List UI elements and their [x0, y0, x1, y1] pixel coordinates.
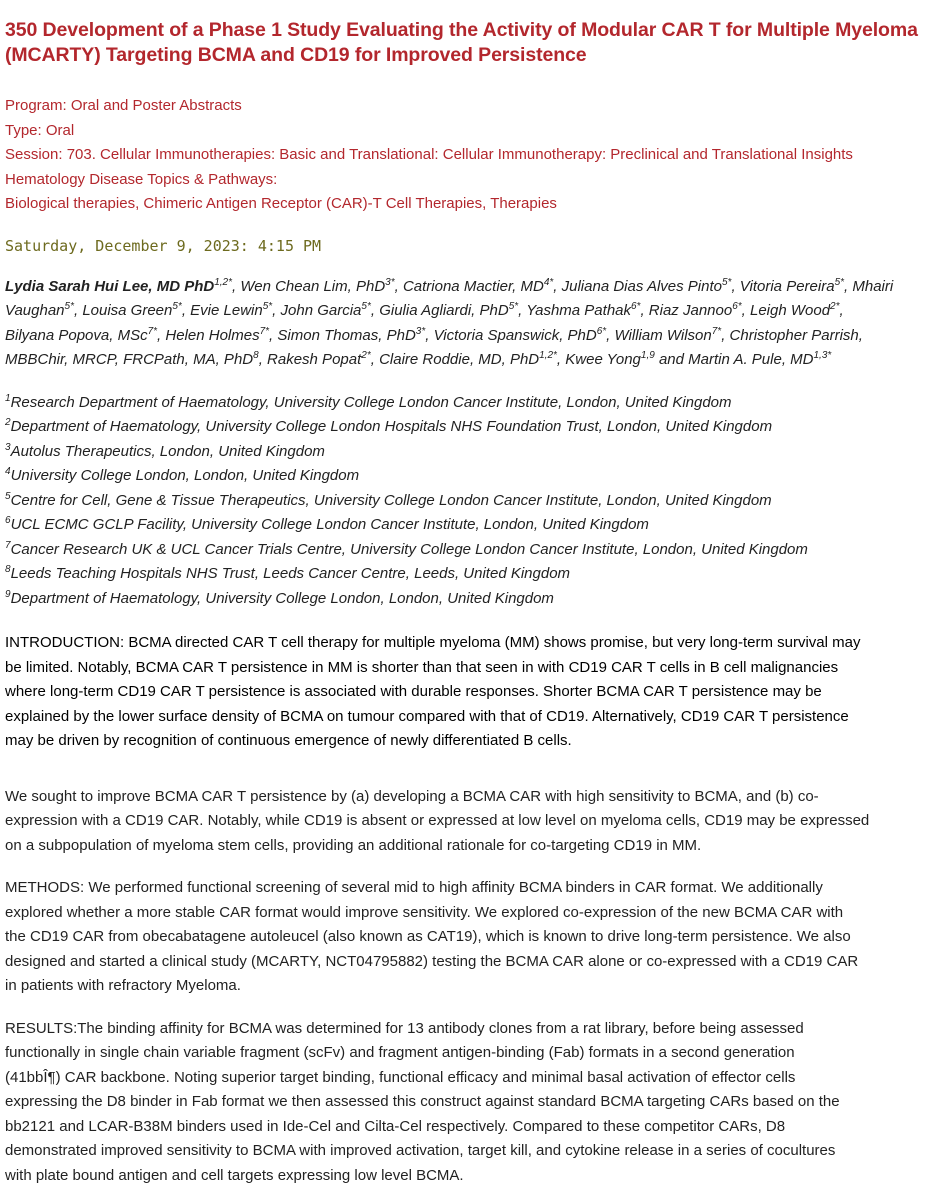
author-line-4	[5, 348, 927, 373]
session-line[interactable]: Session: 703. Cellular Immunotherapies: Basic and Translational: Cellular Immunotherapy: Preclinical and Translational Insights	[5, 146, 853, 163]
author-separator: ,	[518, 302, 527, 319]
affiliation-item	[5, 587, 927, 612]
affiliation-item	[5, 464, 927, 489]
affiliation-item	[5, 391, 927, 416]
results-line: functionally in single chain variable fragment (scFv) and fragment antigen-binding (Fab) formats in a second generation	[5, 1044, 795, 1061]
author-separator: ,	[844, 277, 853, 295]
author-affiliation-marker: 7*	[147, 325, 158, 337]
introduction-line: may be driven by recognition of continuous emergence of newly differentiated B cells.	[5, 732, 572, 749]
results-line: expressing the D8 binder in Fab format we then assessed this construct against standard BCMA targeting CARs based on the	[5, 1093, 840, 1110]
author-separator: ,	[606, 326, 615, 344]
author-separator: ,	[839, 302, 844, 319]
author-name: MBBChir, MRCP, FRCPath, MA, PhD	[5, 351, 254, 368]
author-separator: and	[654, 351, 689, 368]
author-affiliation-marker: 2*	[830, 301, 840, 312]
affiliation-number: 4	[5, 466, 11, 477]
author-name: Helen Holmes	[165, 326, 260, 344]
abstract-meta	[5, 94, 927, 217]
affiliation-text: Autolus Therapeutics, London, United Kingdom	[10, 442, 325, 460]
introduction-line: explained by the lower surface density of BCMA on tumour compared with that of CD19. Alternatively, CD19 CAR T persistence	[5, 707, 849, 725]
aim-line: on a subpopulation of myeloma stem cells, providing an additional rationale for co-targeting CD19 in MM.	[5, 836, 702, 854]
author-name: John Garcia	[280, 302, 362, 319]
affiliation-text: UCL ECMC GCLP Facility, University College London Cancer Institute, London, United Kingdom	[10, 516, 649, 533]
affiliation-item	[5, 562, 927, 587]
author-name: William Wilson	[614, 326, 712, 344]
affiliation-item	[5, 513, 927, 538]
abstract-title: 350 Development of a Phase 1 Study Evaluating the Activity of Modular CAR T for Multiple Myeloma (MCARTY) Targeting BCMA and CD19 for Improved Persistence	[5, 19, 918, 66]
author-name: Evie Lewin	[190, 302, 263, 319]
author-affiliation-marker: 5*	[172, 301, 182, 312]
author-affiliation-marker: 8	[253, 350, 259, 361]
results-line: (41bbÎ¶) CAR backbone. Noting superior target binding, functional efficacy and minimal basal activation of effector cells	[5, 1068, 796, 1086]
author-separator: ,	[232, 277, 241, 295]
affiliation-text: Centre for Cell, Gene & Tissue Therapeutics, University College London Cancer Institute, London, United Kingdom	[10, 491, 772, 509]
results-section	[5, 1017, 927, 1189]
methods-line: the CD19 CAR from obecabatagene autoleucel (also known as CAT19), which is known to drive long-term persistence. We also	[5, 928, 851, 945]
affiliation-list	[5, 391, 927, 612]
author-name: Juliana Dias Alves Pinto	[561, 277, 722, 295]
author-separator: ,	[394, 277, 403, 295]
author-affiliation-marker: 1,2*	[214, 276, 233, 288]
affiliation-text: Department of Haematology, University College London Hospitals NHS Foundation Trust, London, United Kingdom	[10, 418, 773, 435]
affiliation-text: Department of Haematology, University College London, London, United Kingdom	[10, 589, 554, 607]
topics-list[interactable]: Biological therapies, Chimeric Antigen Receptor (CAR)-T Cell Therapies, Therapies	[5, 195, 557, 212]
author-name: Rakesh Popat	[267, 351, 362, 368]
affiliation-item	[5, 489, 927, 514]
author-affiliation-marker: 1,3*	[813, 350, 832, 361]
results-line: RESULTS:The binding affinity for BCMA was determined for 13 antibody clones from a rat library, before being assessed	[5, 1019, 804, 1037]
author-separator: ,	[272, 302, 281, 319]
methods-line: METHODS: We performed functional screening of several mid to high affinity BCMA binders in CAR format. We additionally	[5, 879, 823, 896]
author-separator: ,	[258, 351, 268, 368]
author-name: Simon Thomas, PhD	[277, 326, 416, 344]
author-affiliation-marker: 5*	[262, 301, 273, 312]
author-affiliation-marker: 3*	[415, 325, 426, 337]
author-name: Vitoria Pereira	[739, 277, 835, 295]
aim-section	[5, 785, 927, 859]
aim-line: expression with a CD19 CAR. Notably, while CD19 is absent or expressed at low level on myeloma cells, CD19 may be expressed	[5, 812, 870, 829]
affiliation-number: 1	[5, 392, 11, 404]
author-separator: ,	[73, 302, 83, 319]
affiliation-text: Leeds Teaching Hospitals NHS Trust, Leeds Cancer Centre, Leeds, United Kingdom	[10, 565, 571, 582]
affiliation-number: 3	[5, 441, 11, 453]
author-separator: ,	[181, 302, 191, 319]
author-separator: ,	[556, 351, 566, 368]
author-separator: ,	[269, 326, 278, 344]
affiliation-number: 7	[5, 539, 11, 551]
affiliation-text: Cancer Research UK & UCL Cancer Trials Centre, University College London Cancer Institute, London, United Kingdom	[10, 540, 808, 558]
author-name: Vaughan	[5, 302, 65, 319]
author-affiliation-marker: 1,2*	[539, 350, 557, 361]
type-line: Type: Oral	[5, 121, 75, 139]
affiliation-text: Research Department of Haematology, University College London Cancer Institute, London, United Kingdom	[10, 393, 732, 411]
author-line-3	[5, 324, 927, 349]
author-affiliation-marker: 2*	[361, 350, 371, 361]
affiliation-number: 5	[5, 490, 11, 502]
author-separator: ,	[425, 326, 434, 344]
author-affiliation-marker: 7*	[259, 325, 270, 337]
introduction-line: INTRODUCTION: BCMA directed CAR T cell therapy for multiple myeloma (MM) shows promise, but very long-term survival may	[5, 634, 861, 651]
methods-line: designed and started a clinical study (MCARTY, NCT04795882) testing the BCMA CAR alone or co-expressed with a CD19 CAR	[5, 952, 859, 970]
author-separator: ,	[370, 302, 380, 319]
affiliation-item	[5, 538, 927, 563]
author-affiliation-marker: 3*	[385, 276, 395, 288]
author-name: Wen Chean Lim, PhD	[240, 277, 386, 295]
results-line: demonstrated improved sensitivity to BCMA with improved activation, target kill, and cytokine release in a series of cocultures	[5, 1142, 836, 1159]
author-affiliation-marker: 5*	[834, 276, 845, 288]
introduction-line: be limited. Notably, BCMA CAR T persistence in MM is shorter than that seen in with CD19 CAR T cells in B cell malignancies	[5, 658, 839, 676]
author-affiliation-marker: 6*	[631, 301, 641, 312]
author-separator: ,	[553, 277, 562, 295]
program-line: Program: Oral and Poster Abstracts	[5, 97, 242, 114]
author-list	[5, 275, 927, 373]
affiliation-text: University College London, London, United Kingdom	[10, 467, 360, 484]
author-affiliation-marker: 5*	[508, 301, 519, 312]
affiliation-number: 2	[5, 417, 11, 428]
affiliation-number: 6	[5, 515, 11, 526]
author-affiliation-marker: 6*	[732, 301, 742, 312]
author-affiliation-marker: 1,9	[640, 350, 655, 361]
author-name: Giulia Agliardi, PhD	[379, 302, 509, 319]
author-separator: ,	[640, 302, 649, 319]
author-name: Leigh Wood	[749, 302, 831, 319]
methods-section	[5, 876, 927, 999]
author-name: Christopher Parrish,	[729, 326, 863, 344]
author-separator: ,	[741, 302, 750, 319]
author-separator: ,	[157, 326, 166, 344]
author-name: Kwee Yong	[565, 351, 641, 368]
author-separator: ,	[370, 351, 380, 368]
author-name: Martin A. Pule, MD	[688, 351, 814, 368]
author-name: Mhairi	[852, 277, 894, 295]
author-name: Lydia Sarah Hui Lee, MD PhD	[5, 277, 215, 295]
methods-line: explored whether a more stable CAR format would improve sensitivity. We explored co-expression of the new BCMA CAR with	[5, 903, 844, 921]
author-separator: ,	[721, 326, 730, 344]
introduction-line: where long-term CD19 CAR T persistence is associated with durable responses. Shorter BCMA CAR T persistence may be	[5, 683, 822, 700]
author-line-1	[5, 275, 927, 300]
introduction-section	[5, 631, 927, 754]
author-name: Riaz Jannoo	[648, 302, 733, 319]
author-line-2	[5, 299, 927, 324]
author-affiliation-marker: 6*	[596, 325, 607, 337]
presentation-date: Saturday, December 9, 2023: 4:15 PM	[5, 236, 322, 255]
results-line: with plate bound antigen and cell targets expressing low level BCMA.	[5, 1166, 464, 1184]
author-name: Victoria Spanswick, PhD	[433, 326, 597, 344]
author-affiliation-marker: 5*	[361, 301, 371, 312]
author-name: Bilyana Popova, MSc	[5, 326, 148, 344]
affiliation-item	[5, 440, 927, 465]
affiliation-item	[5, 415, 927, 440]
methods-line: in patients with refractory Myeloma.	[5, 977, 241, 994]
author-affiliation-marker: 5*	[64, 301, 74, 312]
author-name: Catriona Mactier, MD	[402, 277, 544, 295]
affiliation-number: 9	[5, 588, 11, 600]
author-name: Claire Roddie, MD, PhD	[379, 351, 540, 368]
results-line: bb2121 and LCAR-B38M binders used in Ide-Cel and Cilta-Cel respectively. Compared to these competitor CARs, D8	[5, 1117, 786, 1135]
author-name: Louisa Green	[82, 302, 173, 319]
aim-line: We sought to improve BCMA CAR T persistence by (a) developing a BCMA CAR with high sensitivity to BCMA, and (b) co-	[5, 787, 819, 805]
abstract-page	[5, 0, 927, 1188]
affiliation-number: 8	[5, 564, 11, 575]
topics-label: Hematology Disease Topics & Pathways:	[5, 170, 278, 188]
author-affiliation-marker: 5*	[721, 276, 732, 288]
author-name: Yashma Pathak	[526, 302, 631, 319]
author-affiliation-marker: 7*	[711, 325, 722, 337]
author-affiliation-marker: 4*	[543, 276, 554, 288]
author-separator: ,	[731, 277, 740, 295]
